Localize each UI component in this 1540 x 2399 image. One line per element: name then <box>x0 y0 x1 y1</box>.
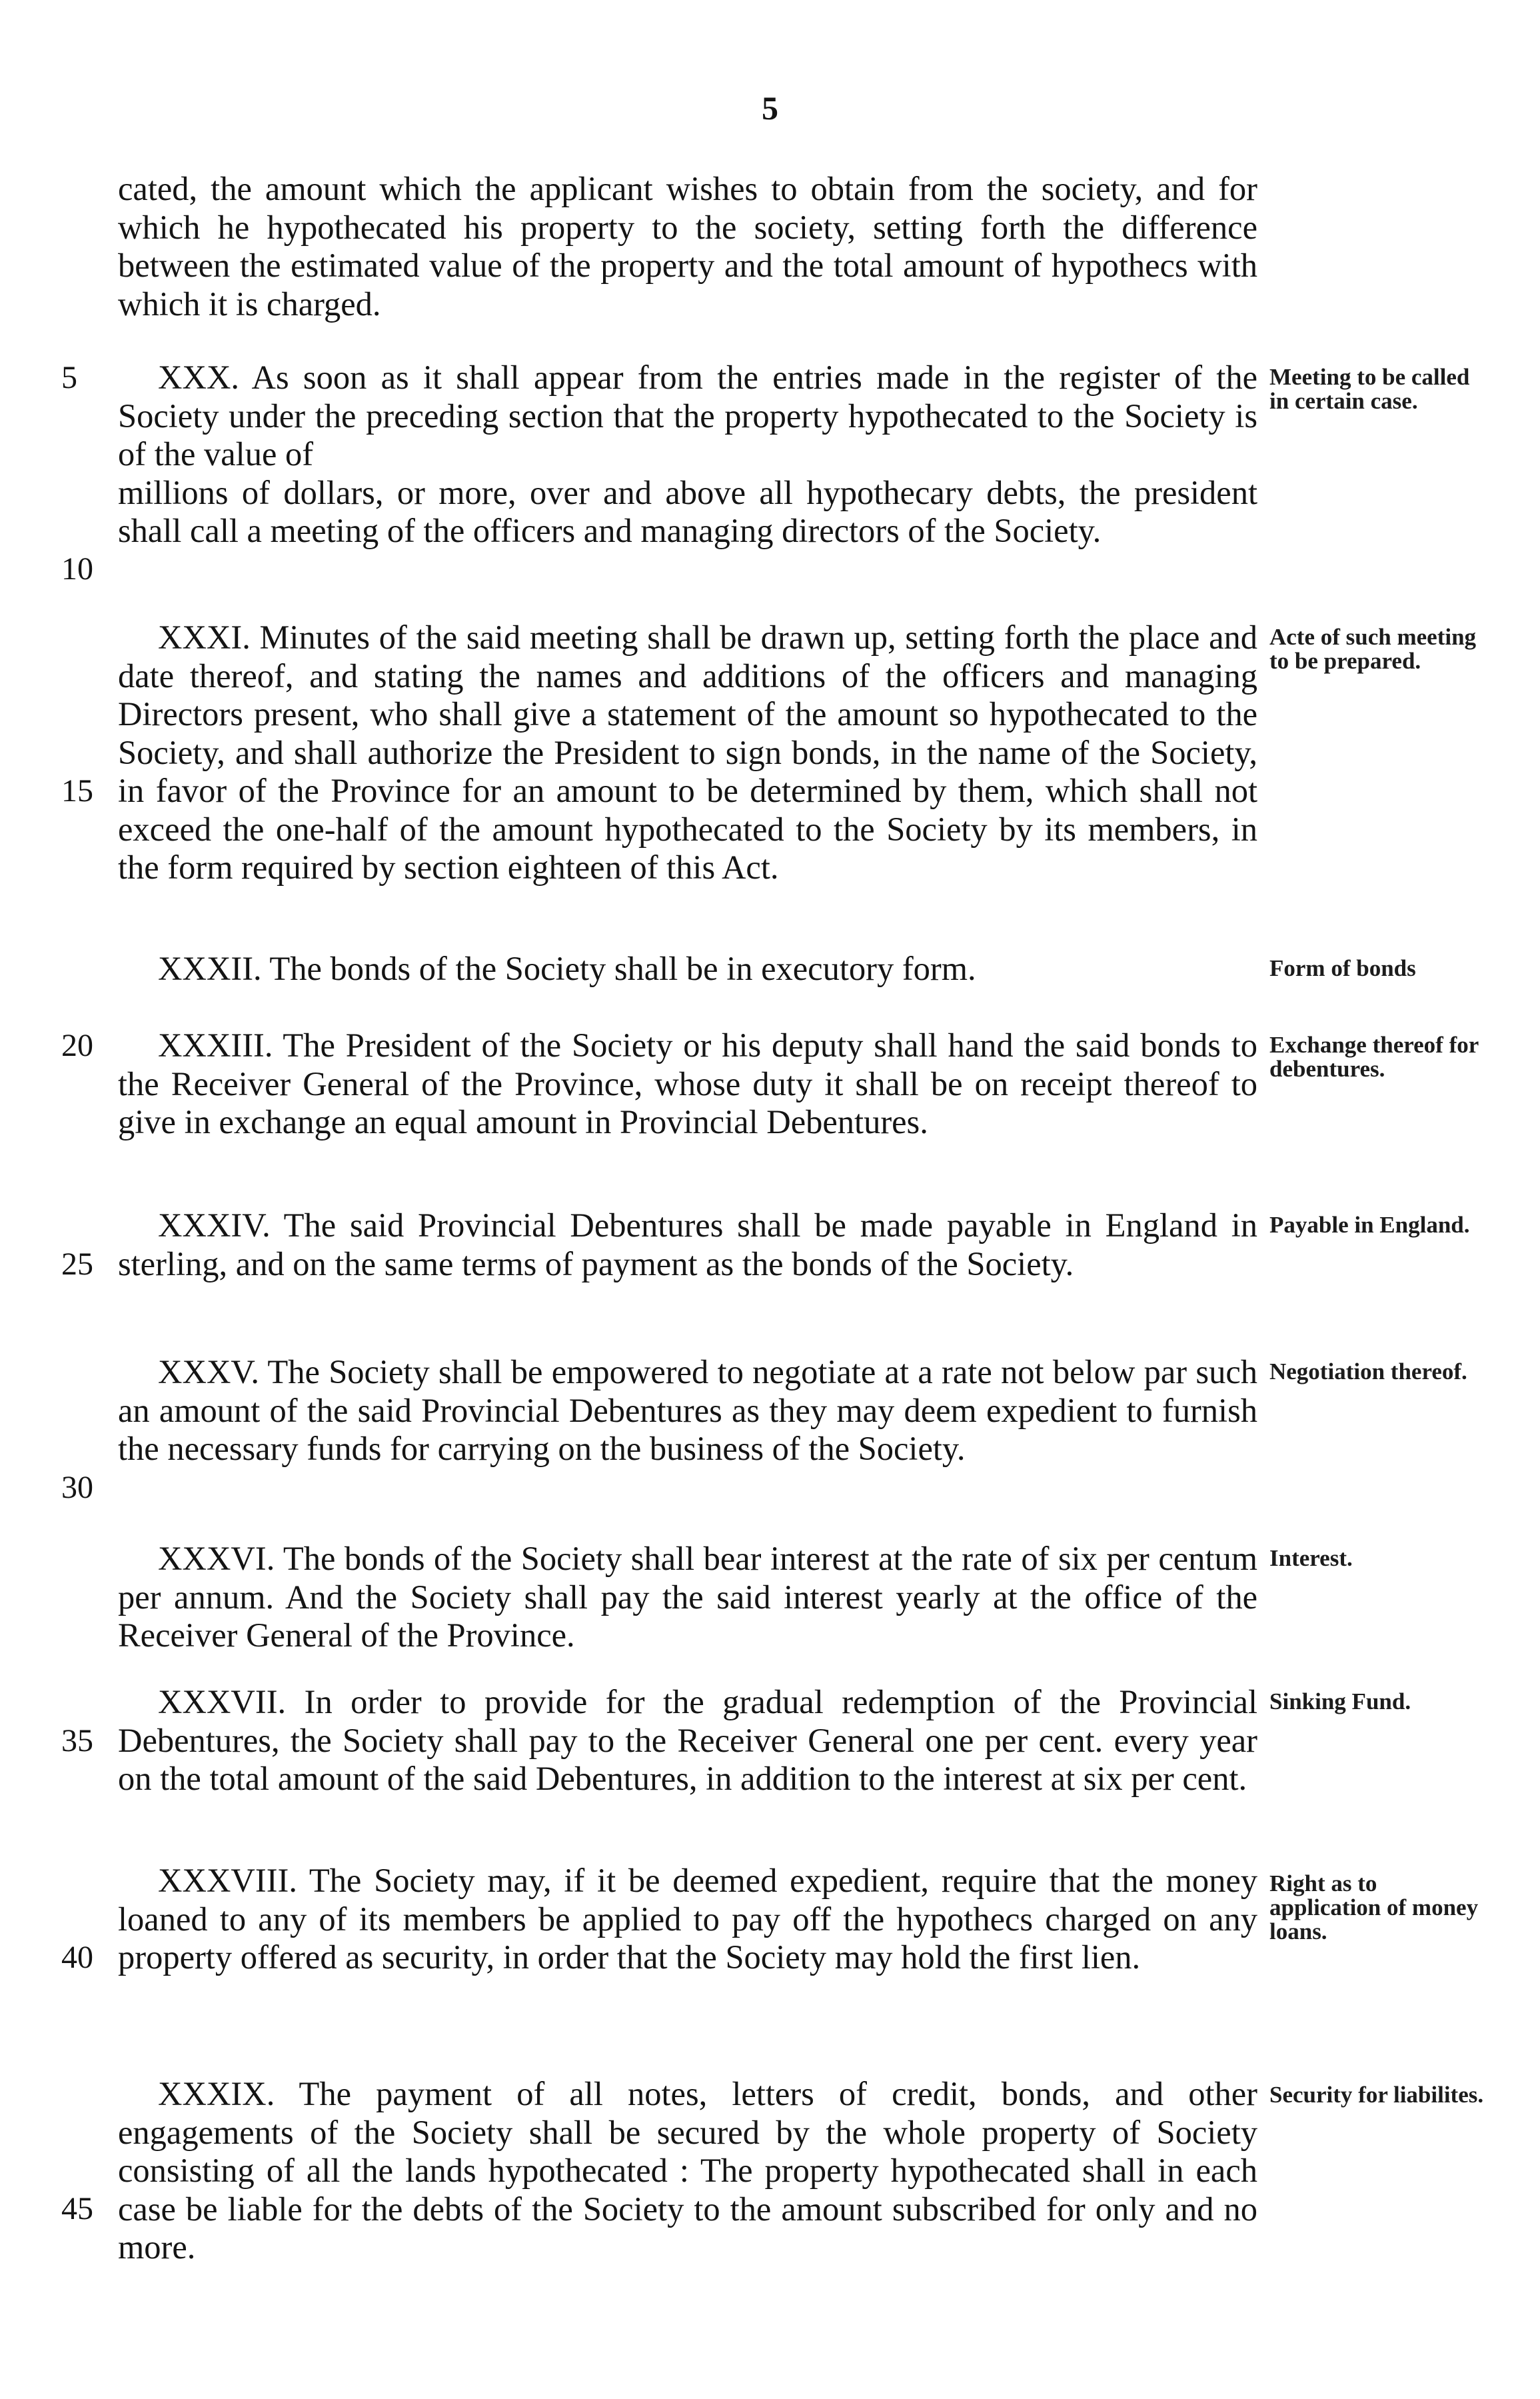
line-number: 30 <box>61 1470 93 1505</box>
section-xxxv-text: XXXV. The Society shall be empowered to negotiate at a rate not below par such an amount of the said Provincial Debentures as they may deem expedient to furnish the necessary funds for carrying on the business of the Society. <box>118 1353 1257 1467</box>
line-number: 5 <box>61 360 77 395</box>
margin-note: Security for liabilites. <box>1269 2082 1484 2108</box>
section-xxxiii-text: XXXIII. The President of the Society or his deputy shall hand the said bonds to the Receiver General of the Province, whose duty it shall be on receipt thereof to give in exchange an equal amount in Provincial Debentures. <box>118 1027 1257 1141</box>
margin-note: Acte of such meeting to be prepared. <box>1269 624 1477 674</box>
page-number: 5 <box>762 89 778 127</box>
section-xxxvi-text: XXXVI. The bonds of the Society shall bear interest at the rate of six per centum per annum. And the Society shall pay the said interest yearly at the office of the Receiver General of the Province. <box>118 1540 1257 1654</box>
line-number: 20 <box>61 1028 93 1063</box>
line-number: 40 <box>61 1940 93 1975</box>
line-number: 15 <box>61 773 93 809</box>
margin-note: Negotiation thereof. <box>1269 1358 1467 1384</box>
continuation-text: cated, the amount which the applicant wishes to obtain from the society, and for which he hypothecated his property to the society, setting forth the difference between the estimated value of the property and the total amount of hypothecs with which it is charged. <box>118 170 1257 323</box>
line-number: 25 <box>61 1246 93 1282</box>
margin-note: Meeting to be called in certain case. <box>1269 364 1470 414</box>
continuation-paragraph <box>118 170 1257 323</box>
section-xxxvii-text: XXXVII. In order to provide for the gradual redemption of the Provincial Debentures, the Society shall pay to the Receiver General one per cent. every year on the total amount of the said Debentures, in addition to the interest at six per cent. <box>118 1683 1257 1797</box>
margin-note: Sinking Fund. <box>1269 1688 1411 1714</box>
line-number: 10 <box>61 551 93 587</box>
section-xxx-text <box>118 359 1257 551</box>
margin-note: Form of bonds <box>1269 955 1416 981</box>
section-xxxii-text: XXXII. The bonds of the Society shall be in executory form. <box>158 950 976 987</box>
margin-note: Right as to application of money loans. <box>1269 1870 1479 1944</box>
line-number: 45 <box>61 2191 93 2226</box>
section-xxxiv-text: XXXIV. The said Provincial Debentures shall be made payable in England in sterling, and on the same terms of payment as the bonds of the Society. <box>118 1206 1257 1282</box>
margin-note: Exchange thereof for debentures. <box>1269 1032 1479 1082</box>
section-xxxi-text: XXXI. Minutes of the said meeting shall be drawn up, setting forth the place and date thereof, and stating the names and additions of the officers and managing Directors present, who shall give a statement of the amount so hypothecated to the Society, and shall authorize the President to sign bonds, in the name of the Society, in favor of the Province for an amount to be determined by them, which shall not exceed the one-half of the amount hypothecated to the Society by its members, in the form required by section eighteen of this Act. <box>118 619 1257 886</box>
section-xxx-part-2: millions of dollars, or more, over and above all hypothecary debts, the president shall call a meeting of the officers and managing directors of the Society. <box>118 473 1257 549</box>
section-xxx-part-1: XXX. As soon as it shall appear from the entries made in the register of the Society under the preceding section that the property hypothecated to the Society is of the value of <box>118 359 1257 473</box>
section-xxxix-text: XXXIX. The payment of all notes, letters of credit, bonds, and other engagements of the Society shall be secured by the whole property of Society consisting of all the lands hypothecated : The property hypothecated shall in each case be liable for the debts of the Society to the amount subscribed for only and no more. <box>118 2075 1257 2266</box>
margin-note: Interest. <box>1269 1545 1353 1571</box>
line-number: 35 <box>61 1723 93 1758</box>
margin-note: Payable in England. <box>1269 1212 1470 1238</box>
section-xxxviii-text: XXXVIII. The Society may, if it be deemed expedient, require that the money loaned to any of its members be applied to pay off the hypothecs charged on any property offered as security, in order that the Society may hold the first lien. <box>118 1862 1257 1976</box>
